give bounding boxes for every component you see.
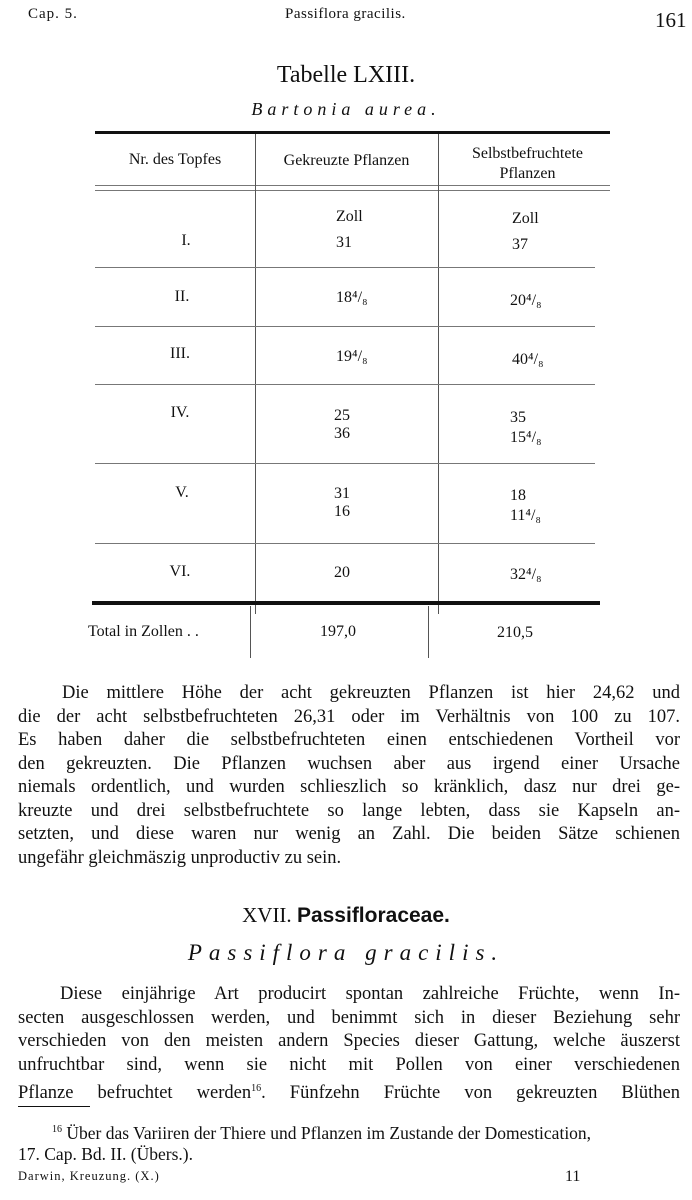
text-line (18, 1077, 680, 1104)
column-header-self (440, 144, 615, 184)
self-value: 15⁴/₈ (510, 429, 542, 446)
table-header-rule-2 (95, 190, 610, 191)
self-value: 32⁴/₈ (510, 566, 542, 583)
section-title: Passifloraceae. (296, 904, 450, 927)
self-value: 37 (512, 236, 528, 253)
table-row-pot: I. (181, 232, 191, 249)
table-title: Tabelle LXIII. (276, 62, 416, 88)
column-header-self-line2: Pflanzen (499, 165, 556, 182)
crossed-value: 31 (334, 485, 350, 502)
self-value: 40⁴/₈ (512, 351, 544, 368)
text-line: kreuzte und drei selbstbefruchtete so lange lebten, dass sie Kapseln an- (18, 800, 680, 821)
row-divider (95, 267, 595, 268)
footnote-continuation: 17. Cap. Bd. II. (Übers.). (18, 1144, 193, 1164)
table-row-pot: VI. (169, 563, 191, 580)
footnote-reference[interactable]: 16 (251, 1083, 262, 1094)
table-species: Bartonia aurea. (251, 99, 441, 119)
row-divider (95, 543, 595, 544)
footnote-mark: 16 (52, 1124, 62, 1135)
species-heading: Passiflora gracilis. (187, 940, 505, 965)
text-line: Diese einjährige Art producirt spontan zahlreiche Früchte, wenn In- (60, 984, 680, 1004)
text-line: unfruchtbar sind, wenn sie nicht mit Pollen von einer verschiedenen (18, 1054, 680, 1075)
body-paragraph (18, 682, 680, 870)
column-header-self-line1: Selbstbefruchtete (471, 145, 584, 162)
table-header-rule (95, 185, 610, 186)
text-line: secten ausgeschlossen werden, und benimmt sich in dieser Beziehung sehr (18, 1007, 680, 1028)
total-self: 210,5 (497, 624, 533, 641)
text-fragment: . Fünfzehn Früchte von gekreuzten Blüthen (261, 1083, 680, 1104)
table-top-rule (95, 131, 610, 134)
crossed-value: 18⁴/₈ (336, 289, 368, 306)
footnote (18, 1118, 678, 1145)
column-header-pot: Nr. des Topfes (128, 151, 222, 168)
running-title: Passiflora gracilis. (285, 6, 406, 22)
footnote-rule (18, 1106, 90, 1107)
crossed-value: 25 (334, 407, 350, 424)
footnote-text: Über das Variiren der Thiere und Pflanzen im Zustande der Domestication, (66, 1122, 592, 1143)
table-row-pot: V. (175, 484, 189, 501)
crossed-value: 20 (334, 564, 350, 581)
unit-crossed: Zoll (336, 208, 363, 225)
printer-signature: Darwin, Kreuzung. (X.) (18, 1169, 160, 1183)
self-value: 11⁴/₈ (510, 507, 542, 524)
text-line: Die mittlere Höhe der acht gekreuzten Pflanzen ist hier 24,62 und (62, 683, 680, 703)
row-divider (95, 326, 595, 327)
column-header-crossed: Gekreuzte Pflanzen (283, 152, 410, 169)
total-label: Total in Zollen . . (88, 623, 199, 640)
self-value: 20⁴/₈ (510, 292, 542, 309)
sheet-number: 11 (565, 1168, 581, 1185)
table-row-pot: IV. (170, 404, 190, 421)
section-heading (0, 903, 692, 928)
self-value: 18 (510, 487, 526, 504)
table-row-pot: II. (174, 288, 190, 305)
column-divider (255, 134, 256, 614)
total-crossed: 197,0 (320, 623, 356, 640)
self-value: 35 (510, 409, 526, 426)
table-row-pot: III. (170, 345, 190, 362)
crossed-value: 31 (336, 234, 352, 251)
crossed-value: 19⁴/₈ (336, 348, 368, 365)
text-fragment: Pflanze befruchtet werden (18, 1083, 252, 1104)
text-line: die der acht selbstbefruchteten 26,31 oder im Verhältnis von 100 zu 107. (18, 706, 680, 727)
crossed-value: 36 (334, 425, 350, 442)
crossed-value: 16 (334, 503, 350, 520)
text-line: ungefähr gleichmäszig unproductiv zu sein. (18, 847, 342, 868)
chapter-label: Cap. 5. (28, 6, 78, 22)
page-number: 161 (655, 8, 687, 32)
section-number: XVII. (242, 903, 292, 927)
text-line: den gekreuzten. Die Pflanzen wuchsen aber aus irgend einer Ursache (18, 753, 680, 774)
text-line: setzten, und diese waren nur wenig an Zahl. Die beiden Sätze schienen (18, 824, 680, 844)
row-divider (95, 463, 595, 464)
table-bottom-rule (92, 601, 600, 605)
unit-self: Zoll (512, 210, 539, 227)
row-divider (95, 384, 595, 385)
column-divider (438, 134, 439, 614)
total-column-divider (428, 606, 429, 658)
total-column-divider (250, 606, 251, 658)
body-paragraph (18, 983, 680, 1104)
text-line: niemals ordentlich, und wurden schlieszlich so kränklich, dasz nur drei ge- (18, 777, 680, 797)
text-line: Es haben daher die selbstbefruchteten einen entschiedenen Vortheil vor (18, 730, 680, 750)
text-line: verschieden von den meisten andern Species dieser Gattung, welche äuszerst (18, 1031, 680, 1051)
